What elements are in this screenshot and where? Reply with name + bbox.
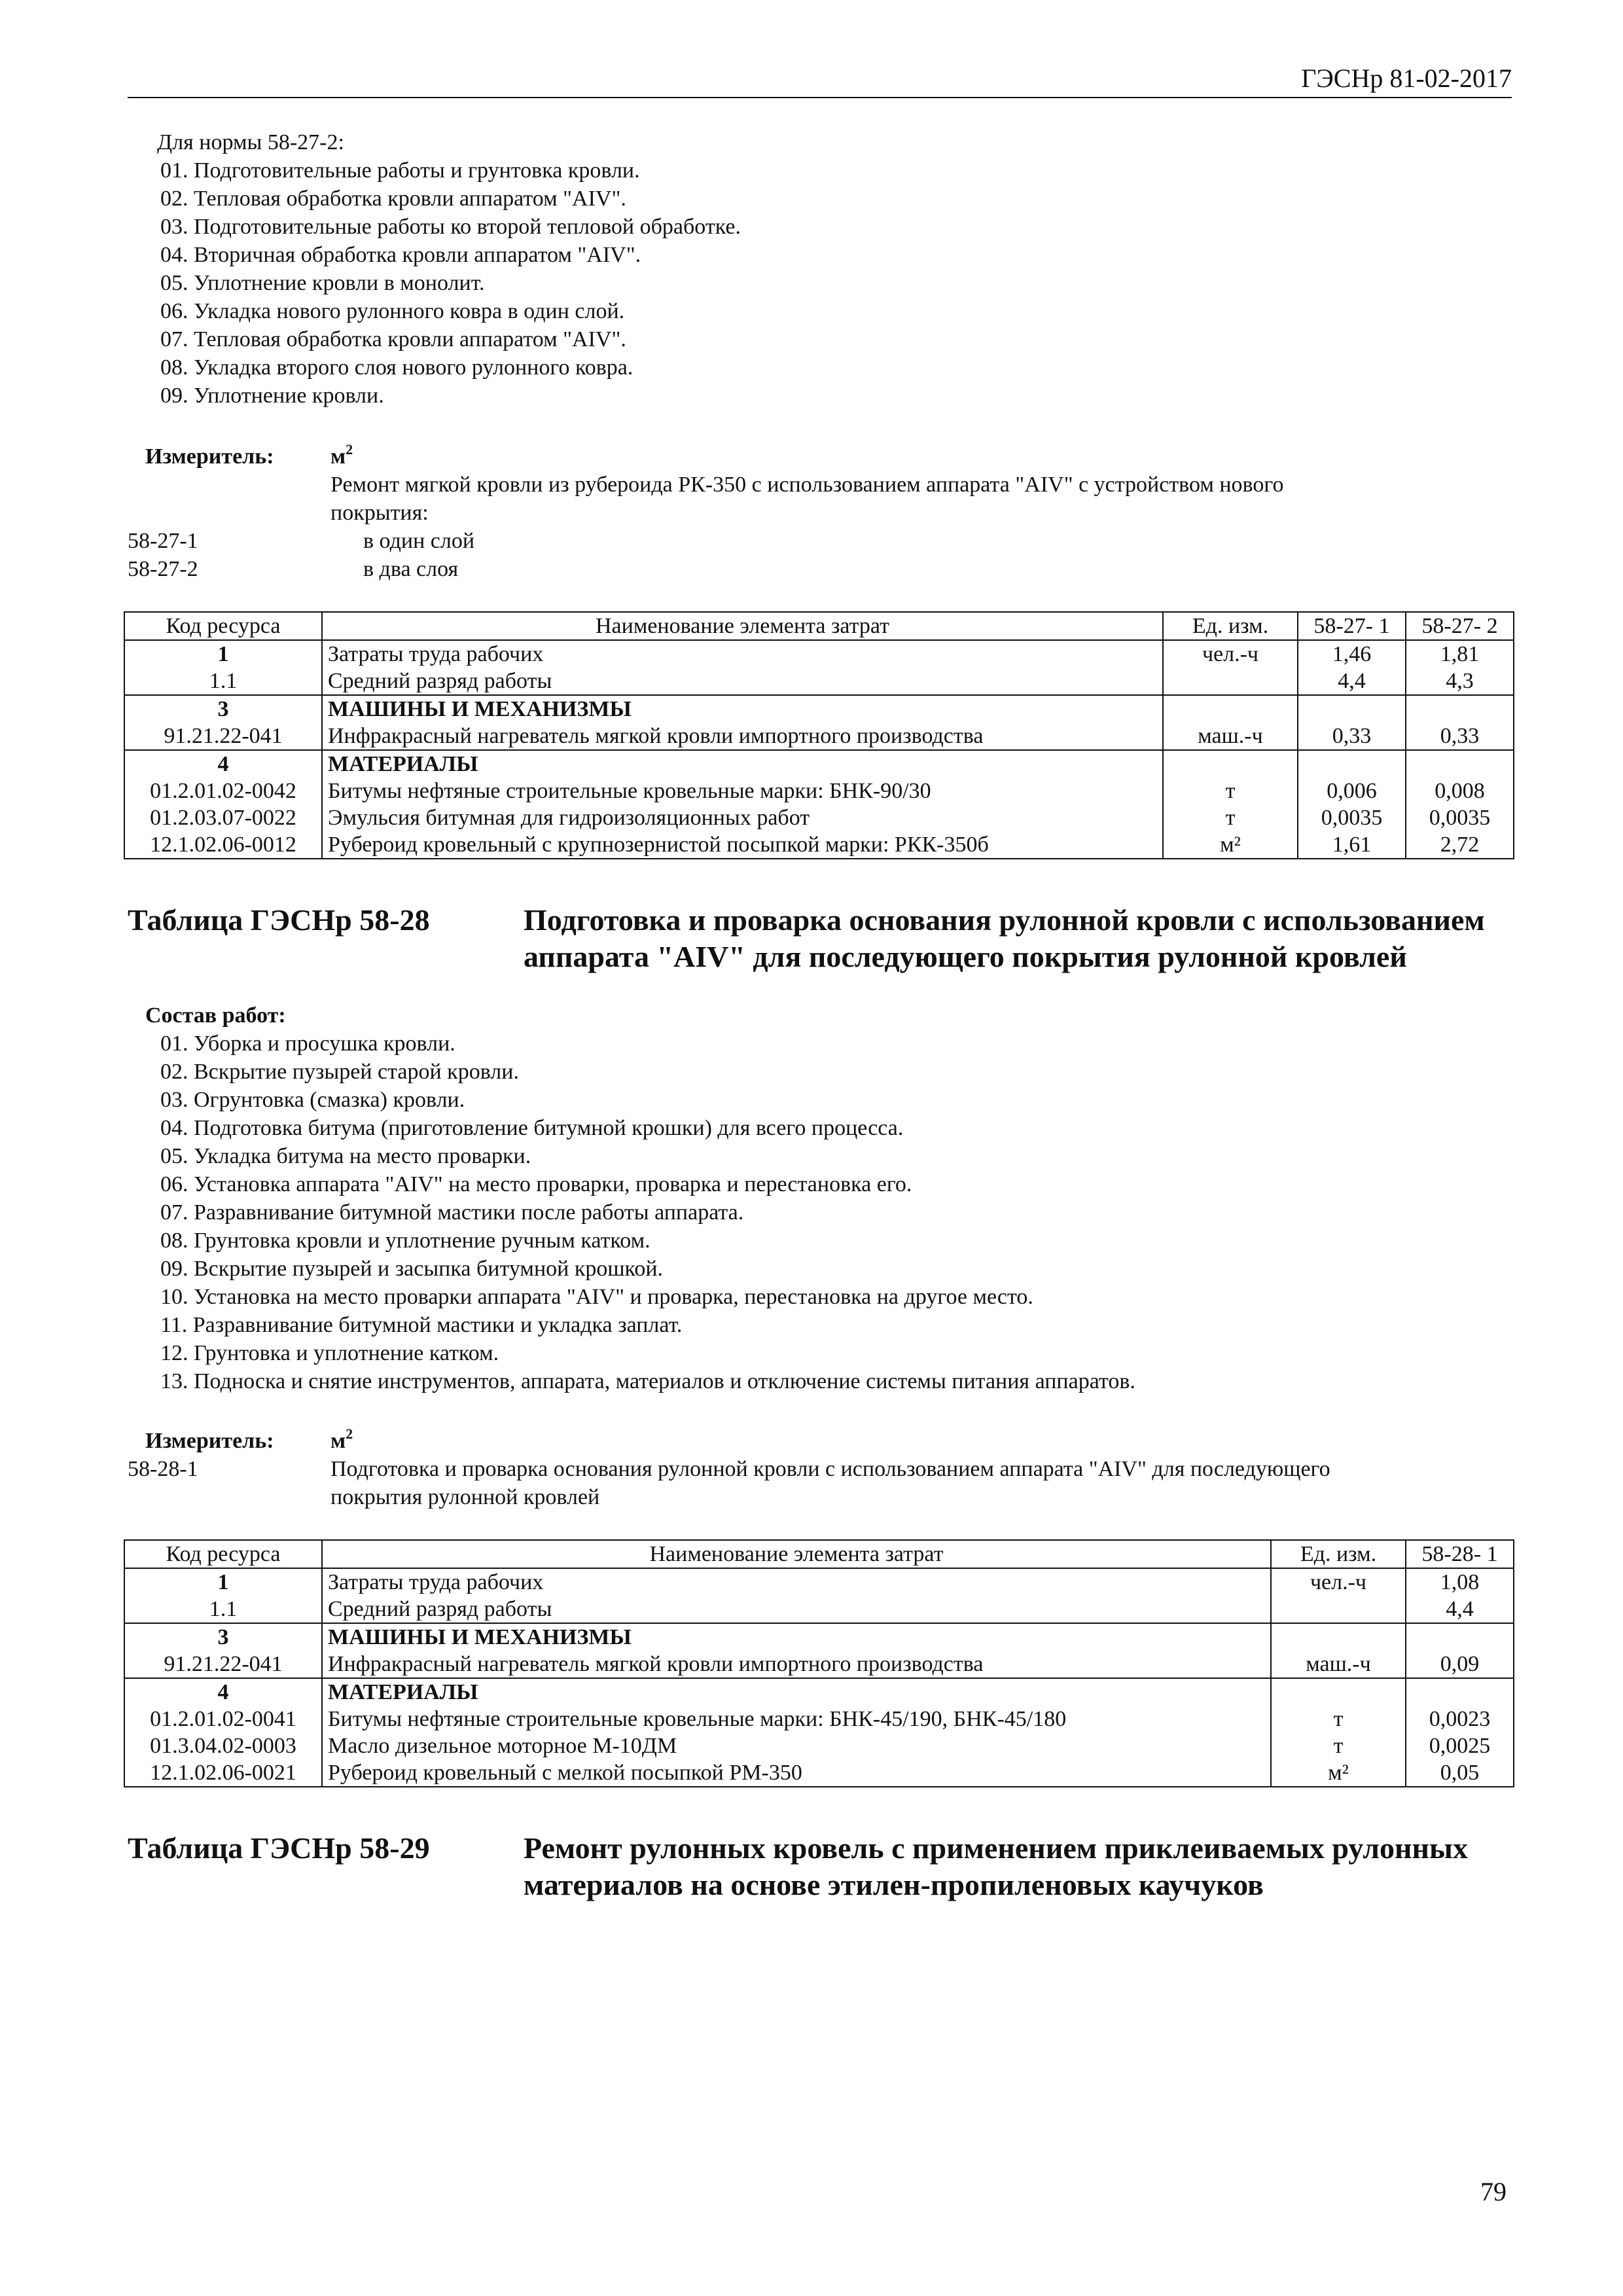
table-title-58-28: Подготовка и проварка основания рулонной кровли с использованием (524, 903, 1485, 937)
table-header-row (124, 612, 1514, 640)
resource-value: 4,4 (1406, 1596, 1514, 1623)
table-row (124, 831, 1514, 859)
resource-name: Эмульсия битумная для гидроизоляционных работ (322, 804, 1163, 831)
col-header: Код ресурса (124, 1540, 322, 1568)
table-title-58-29-cont: материалов на основе этилен-пропиленовых каучуков (524, 1868, 1264, 1901)
col-header: 58-27- 2 (1406, 612, 1514, 640)
table-label-58-28: Таблица ГЭСНр 58-28 (128, 903, 430, 937)
resource-name: Битумы нефтяные строительные кровельные марки: БНК-45/190, БНК-45/180 (322, 1706, 1271, 1732)
work-step: 06. Установка аппарата "AIV" на место проварки, проварка и перестановка его. (160, 1172, 912, 1196)
resource-code: 01.3.04.02-0003 (124, 1732, 322, 1759)
resource-code: 01.2.01.02-0042 (124, 778, 322, 804)
work-step: 09. Вскрытие пузырей и засыпка битумной крошкой. (160, 1257, 664, 1281)
work-step: 10. Установка на место проварки аппарата "AIV" и проварка, перестановка на другое место. (160, 1285, 1033, 1309)
resource-group: МАТЕРИАЛЫ (322, 750, 1163, 778)
resource-value: 4,4 (1298, 668, 1406, 695)
resource-unit: м² (1163, 831, 1298, 859)
resource-unit: т (1163, 778, 1298, 804)
work-step: 01. Подготовительные работы и грунтовка кровли. (160, 158, 640, 183)
variant-code: 58-27-2 (128, 557, 198, 581)
resource-unit (1163, 695, 1298, 723)
resource-value: 0,006 (1298, 778, 1406, 804)
norm-description-cont: покрытия: (330, 501, 429, 525)
resource-value: 2,72 (1406, 831, 1514, 859)
resource-code: 1 (124, 640, 322, 668)
resource-code: 12.1.02.06-0021 (124, 1759, 322, 1787)
resource-value: 1,61 (1298, 831, 1406, 859)
resource-value: 0,0023 (1406, 1706, 1514, 1732)
norm-intro: Для нормы 58-27-2: (157, 130, 344, 154)
table-row (124, 1623, 1514, 1651)
work-step: 02. Тепловая обработка кровли аппаратом "AIV". (160, 187, 626, 211)
resource-code: 91.21.22-041 (124, 723, 322, 750)
resource-unit (1271, 1678, 1406, 1706)
resource-value (1406, 1623, 1514, 1651)
work-step: 08. Грунтовка кровли и уплотнение ручным катком. (160, 1229, 651, 1253)
resource-code: 12.1.02.06-0012 (124, 831, 322, 859)
work-step: 05. Укладка битума на место проварки. (160, 1144, 531, 1168)
table-row (124, 1596, 1514, 1623)
resource-code: 01.2.03.07-0022 (124, 804, 322, 831)
resource-unit (1163, 668, 1298, 695)
resource-unit: чел.-ч (1163, 640, 1298, 668)
table-label-58-29: Таблица ГЭСНр 58-29 (128, 1831, 430, 1865)
table-title-58-29: Ремонт рулонных кровель с применением приклеиваемых рулонных (524, 1831, 1468, 1865)
resource-value: 1,08 (1406, 1568, 1514, 1596)
work-steps-list-58-27 (160, 156, 741, 410)
work-step: 06. Укладка нового рулонного ковра в один слой. (160, 299, 625, 323)
resource-value (1406, 1678, 1514, 1706)
meter-label: Измеритель: (145, 1429, 274, 1453)
resource-name: Средний разряд работы (322, 668, 1163, 695)
resource-unit: м² (1271, 1759, 1406, 1787)
meter-label: Измеритель: (145, 444, 274, 469)
col-header: Ед. изм. (1271, 1540, 1406, 1568)
col-header: 58-27- 1 (1298, 612, 1406, 640)
table-row (124, 640, 1514, 668)
norm-code: 58-28-1 (128, 1457, 198, 1481)
resource-table-58-28 (124, 1539, 1514, 1787)
work-composition-label: Состав работ: (145, 1003, 286, 1028)
work-step: 07. Разравнивание битумной мастики после работы аппарата. (160, 1200, 744, 1225)
norm-description: Ремонт мягкой кровли из рубероида РК-350 с использованием аппарата "AIV" с устройством нового (330, 473, 1284, 497)
resource-name: Инфракрасный нагреватель мягкой кровли импортного производства (322, 1651, 1271, 1678)
resource-name: Рубероид кровельный с крупнозернистой посыпкой марки: РКК-350б (322, 831, 1163, 859)
table-row (124, 804, 1514, 831)
meter-unit: $м^2$ (330, 441, 353, 469)
resource-unit: т (1271, 1706, 1406, 1732)
resource-unit: т (1271, 1732, 1406, 1759)
work-step: 08. Укладка второго слоя нового рулонного ковра. (160, 355, 633, 380)
col-header: Наименование элемента затрат (322, 612, 1163, 640)
work-step: 03. Огрунтовка (смазка) кровли. (160, 1088, 465, 1112)
resource-unit (1163, 750, 1298, 778)
table-header-row (124, 1540, 1514, 1568)
resource-value: 0,0035 (1406, 804, 1514, 831)
work-step: 12. Грунтовка и уплотнение катком. (160, 1341, 499, 1365)
table-row (124, 1706, 1514, 1732)
resource-group: МАШИНЫ И МЕХАНИЗМЫ (322, 695, 1163, 723)
resource-value (1298, 695, 1406, 723)
work-step: 07. Тепловая обработка кровли аппаратом "AIV". (160, 327, 626, 351)
resource-table-58-27 (124, 611, 1514, 859)
resource-code: 1.1 (124, 1596, 322, 1623)
resource-name: Масло дизельное моторное М-10ДМ (322, 1732, 1271, 1759)
resource-value: 0,09 (1406, 1651, 1514, 1678)
resource-value: 0,008 (1406, 778, 1514, 804)
page-number: 79 (1480, 2177, 1507, 2206)
resource-unit: чел.-ч (1271, 1568, 1406, 1596)
resource-value: 0,33 (1298, 723, 1406, 750)
work-step: 04. Подготовка битума (приготовление битумной крошки) для всего процесса. (160, 1116, 904, 1140)
work-step: 04. Вторичная обработка кровли аппаратом "AIV". (160, 243, 641, 267)
header-rule (128, 97, 1512, 98)
work-step: 09. Уплотнение кровли. (160, 384, 384, 408)
resource-value: 0,05 (1406, 1759, 1514, 1787)
work-step: 11. Разравнивание битумной мастики и укладка заплат. (160, 1313, 683, 1337)
col-header: Ед. изм. (1163, 612, 1298, 640)
resource-code: 1.1 (124, 668, 322, 695)
resource-code: 4 (124, 1678, 322, 1706)
resource-value: 0,33 (1406, 723, 1514, 750)
col-header: Код ресурса (124, 612, 322, 640)
table-row (124, 1678, 1514, 1706)
resource-name: Рубероид кровельный с мелкой посыпкой РМ-350 (322, 1759, 1271, 1787)
resource-unit: т (1163, 804, 1298, 831)
variant-text: в один слой (363, 529, 475, 553)
table-row (124, 750, 1514, 778)
table-row (124, 723, 1514, 750)
table-row (124, 1568, 1514, 1596)
variant-text: в два слоя (363, 557, 459, 581)
table-row (124, 695, 1514, 723)
norm-description-cont: покрытия рулонной кровлей (330, 1485, 600, 1509)
work-steps-list-58-28 (160, 1030, 1135, 1395)
norm-description: Подготовка и проварка основания рулонной кровли с использованием аппарата "AIV" для последующего (330, 1457, 1330, 1481)
table-row (124, 668, 1514, 695)
resource-unit (1271, 1623, 1406, 1651)
resource-name: Битумы нефтяные строительные кровельные марки: БНК-90/30 (322, 778, 1163, 804)
resource-value (1406, 750, 1514, 778)
resource-code: 3 (124, 695, 322, 723)
resource-unit (1271, 1596, 1406, 1623)
resource-name: Затраты труда рабочих (322, 640, 1163, 668)
resource-name: Средний разряд работы (322, 1596, 1271, 1623)
col-header: 58-28- 1 (1406, 1540, 1514, 1568)
col-header: Наименование элемента затрат (322, 1540, 1271, 1568)
resource-code: 3 (124, 1623, 322, 1651)
meter-unit: $м^2$ (330, 1426, 353, 1453)
resource-code: 91.21.22-041 (124, 1651, 322, 1678)
resource-value: 0,0025 (1406, 1732, 1514, 1759)
table-row (124, 778, 1514, 804)
resource-name: Затраты труда рабочих (322, 1568, 1271, 1596)
resource-group: МАШИНЫ И МЕХАНИЗМЫ (322, 1623, 1271, 1651)
work-step: 13. Подноска и снятие инструментов, аппарата, материалов и отключение системы питания аппаратов. (160, 1369, 1135, 1393)
document-code: ГЭСНр 81-02-2017 (1301, 63, 1512, 93)
resource-value: 1,46 (1298, 640, 1406, 668)
resource-name: Инфракрасный нагреватель мягкой кровли импортного производства (322, 723, 1163, 750)
work-step: 02. Вскрытие пузырей старой кровли. (160, 1060, 519, 1084)
resource-code: 4 (124, 750, 322, 778)
resource-value (1406, 695, 1514, 723)
resource-value (1298, 750, 1406, 778)
resource-code: 01.2.01.02-0041 (124, 1706, 322, 1732)
variant-code: 58-27-1 (128, 529, 198, 553)
resource-value: 0,0035 (1298, 804, 1406, 831)
resource-value: 1,81 (1406, 640, 1514, 668)
resource-unit: маш.-ч (1163, 723, 1298, 750)
resource-unit: маш.-ч (1271, 1651, 1406, 1678)
work-step: 03. Подготовительные работы ко второй тепловой обработке. (160, 215, 741, 239)
table-row (124, 1732, 1514, 1759)
resource-code: 1 (124, 1568, 322, 1596)
work-step: 05. Уплотнение кровли в монолит. (160, 271, 485, 295)
resource-value: 4,3 (1406, 668, 1514, 695)
table-row (124, 1759, 1514, 1787)
table-title-58-28-cont: аппарата "AIV" для последующего покрытия рулонной кровлей (524, 940, 1407, 973)
table-row (124, 1651, 1514, 1678)
resource-group: МАТЕРИАЛЫ (322, 1678, 1271, 1706)
work-step: 01. Уборка и просушка кровли. (160, 1031, 455, 1056)
